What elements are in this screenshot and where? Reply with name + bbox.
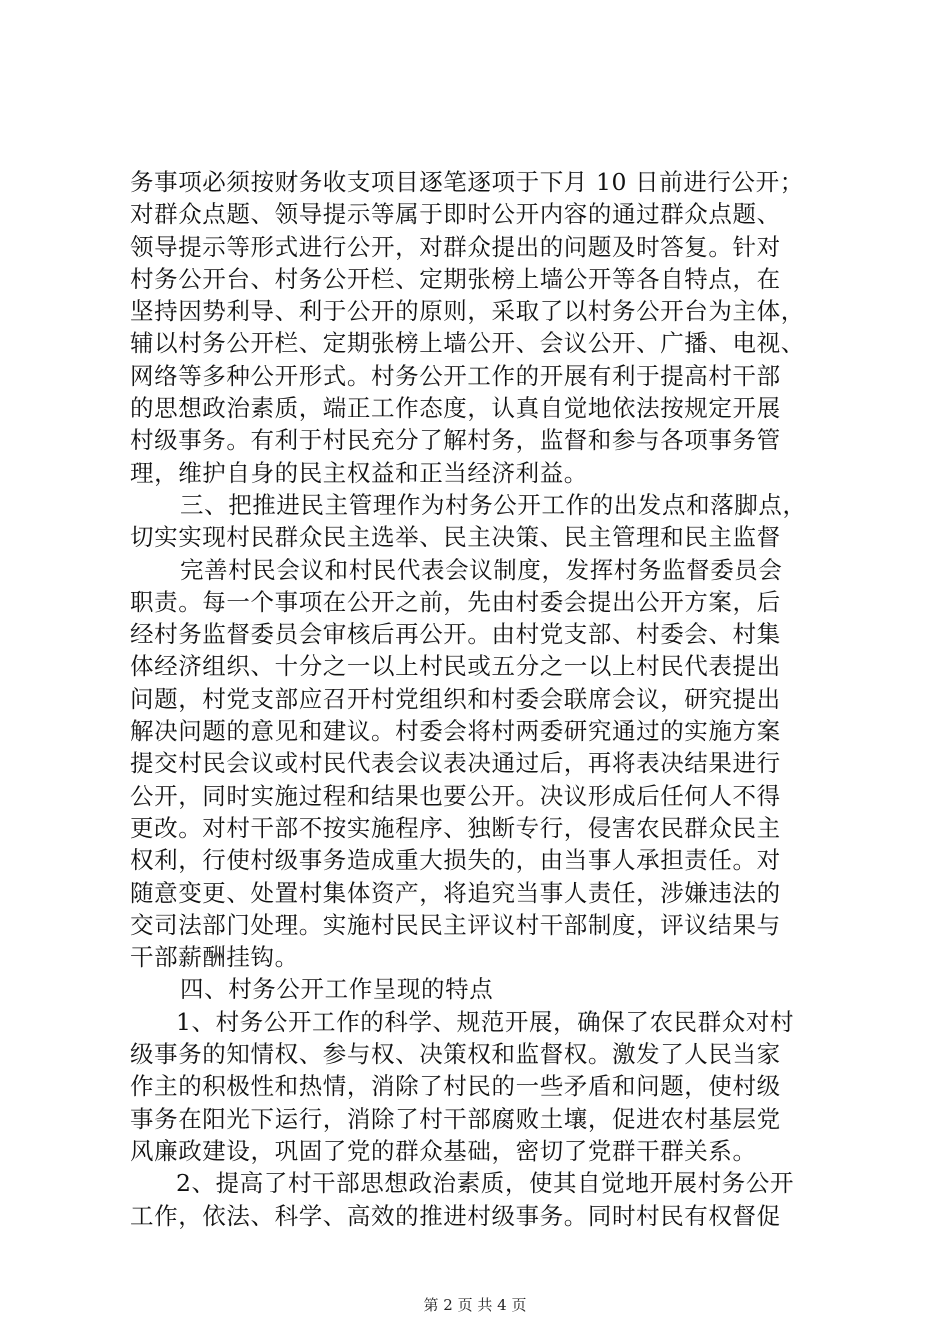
text-line: 交司法部门处理。实施村民民主评议村干部制度，评议结果与 (130, 910, 781, 939)
text-line: 解决问题的意见和建议。村委会将村两委研究通过的实施方案 (130, 717, 781, 746)
text-line: 级事务的知情权、参与权、决策权和监督权。激发了人民当家 (130, 1040, 781, 1069)
text-line: 随意变更、处置村集体资产，将追究当事人责任，涉嫌违法的 (130, 878, 781, 907)
text-line: 村级事务。有利于村民充分了解村务，监督和参与各项事务管 (130, 426, 781, 455)
text-line: 更改。对村干部不按实施程序、独断专行，侵害农民群众民主 (130, 813, 781, 842)
text-line: 的思想政治素质，端正工作态度，认真自觉地依法按规定开展 (130, 394, 781, 423)
text-line: 干部薪酬挂钩。 (130, 943, 299, 972)
text-line: 切实实现村民群众民主选举、民主决策、民主管理和民主监督 (130, 523, 781, 552)
section-heading-3: 三、把推进民主管理作为村务公开工作的出发点和落脚点， (180, 490, 807, 519)
text-line: 村务公开台、村务公开栏、定期张榜上墙公开等各自特点，在 (130, 264, 781, 293)
text-line: 提交村民会议或村民代表会议表决通过后，再将表决结果进行 (130, 749, 781, 778)
text-line: 务事项必须按财务收支项目逐笔逐项于下月 10 日前进行公开； (130, 168, 804, 196)
text-line: 网络等多种公开形式。村务公开工作的开展有利于提高村干部 (130, 361, 781, 390)
section-heading-4: 四、村务公开工作呈现的特点 (180, 975, 494, 1004)
body-text (130, 166, 855, 1232)
text-line: 辅以村务公开栏、定期张榜上墙公开、会议公开、广播、电视、 (130, 329, 805, 358)
text-line: 经村务监督委员会审核后再公开。由村党支部、村委会、村集 (130, 620, 781, 649)
text-line: 工作，依法、科学、高效的推进村级事务。同时村民有权督促 (130, 1201, 781, 1230)
text-line: 领导提示等形式进行公开，对群众提出的问题及时答复。针对 (130, 232, 781, 261)
text-line: 问题，村党支部应召开村党组织和村委会联席会议，研究提出 (130, 684, 781, 713)
text-line: 作主的积极性和热情，消除了村民的一些矛盾和问题，使村级 (130, 1072, 781, 1101)
text-line: 职责。每一个事项在公开之前，先由村委会提出公开方案，后 (130, 587, 781, 616)
paragraph-start: 1、村务公开工作的科学、规范开展，确保了农民群众对村 (176, 1007, 795, 1036)
text-line: 公开，同时实施过程和结果也要公开。决议形成后任何人不得 (130, 781, 781, 810)
text-line: 事务在阳光下运行，消除了村干部腐败土壤，促进农村基层党 (130, 1104, 781, 1133)
page-number-footer: 第 2 页 共 4 页 (423, 1296, 527, 1314)
text-line: 体经济组织、十分之一以上村民或五分之一以上村民代表提出 (130, 652, 781, 681)
text-line: 对群众点题、领导提示等属于即时公开内容的通过群众点题、 (130, 200, 781, 229)
paragraph-start: 2、提高了村干部思想政治素质，使其自觉地开展村务公开 (176, 1169, 795, 1198)
text-line: 风廉政建设，巩固了党的群众基础，密切了党群干群关系。 (130, 1136, 757, 1165)
text-line: 理，维护自身的民主权益和正当经济利益。 (130, 458, 588, 487)
text-line: 权利，行使村级事务造成重大损失的，由当事人承担责任。对 (130, 846, 781, 875)
paragraph-start: 完善村民会议和村民代表会议制度，发挥村务监督委员会 (180, 555, 783, 584)
text-line: 坚持因势利导、利于公开的原则，采取了以村务公开台为主体， (130, 297, 805, 326)
